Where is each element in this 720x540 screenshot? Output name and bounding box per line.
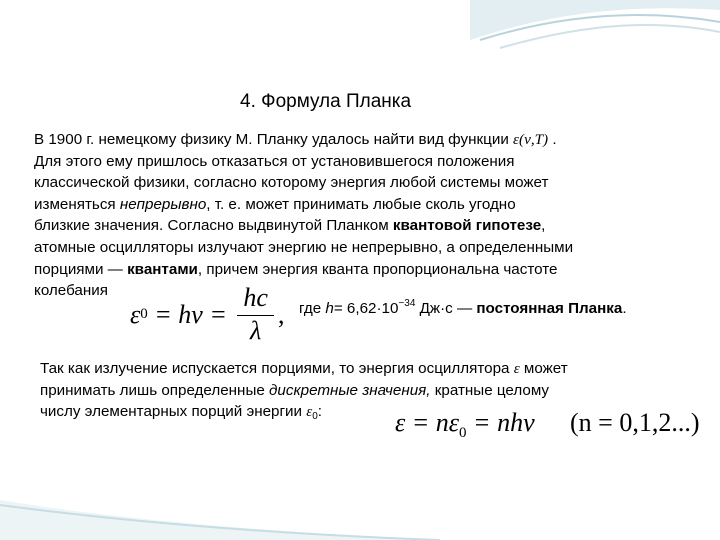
p1-line-6: атомные осцилляторы излучают энергию не непрерывно, а определенными	[34, 238, 574, 256]
quantum-hypothesis: квантовой гипотезе	[392, 217, 542, 235]
quantization-formula	[395, 408, 535, 442]
p1-text: близкие значения. Согласно выдвинутой Планком	[34, 217, 393, 235]
p1-line-1	[34, 129, 706, 151]
top-swoosh-fill	[470, 0, 720, 40]
epsilon-symbol: ε	[130, 299, 141, 329]
quantization-condition: (n = 0,1,2...)	[570, 408, 700, 437]
formula-comma: ,	[277, 299, 285, 329]
note-period: .	[622, 300, 627, 317]
p2-text: принимать лишь определенные	[40, 381, 270, 399]
p1-text: изменяться	[34, 195, 120, 213]
subscript-zero: 0	[312, 411, 318, 423]
top-swoosh-line-2	[500, 25, 720, 48]
p1-text: , причем энергия кванта пропорциональна частоте	[197, 260, 558, 278]
p1-line-3: классической физики, согласно которому энергия любой системы может	[34, 174, 549, 192]
paragraph-1	[34, 129, 706, 302]
p2-line-2	[40, 380, 700, 402]
p1-text: .	[548, 131, 557, 148]
fraction-numerator: hc	[237, 283, 274, 316]
note-text: где	[299, 300, 326, 317]
formula2-right: = nhν	[466, 408, 535, 437]
subscript-zero: 0	[140, 306, 148, 322]
note-h: h	[325, 300, 334, 317]
fraction	[237, 283, 274, 346]
p2-text: числу элементарных порций энергии	[40, 403, 307, 421]
subscript-zero: 0	[459, 425, 467, 441]
p1-line-7	[34, 259, 706, 281]
p1-text: ,	[541, 217, 546, 235]
discrete-values: дискретные значения,	[269, 381, 431, 399]
p2-text: Так как излучение испускается порциями, то энергия осциллятора	[40, 360, 514, 377]
planck-function: ε(ν,T)	[513, 131, 549, 148]
note-exponent: −34	[398, 298, 416, 309]
p1-italic: непрерывно	[119, 195, 207, 213]
note-value: = 6,62·10	[333, 300, 399, 317]
p2-text: :	[317, 403, 323, 421]
slide-title: 4. Формула Планка	[240, 91, 412, 112]
p1-line-8: колебания	[34, 282, 108, 300]
p1-line-4	[34, 194, 706, 216]
planck-constant-note	[299, 298, 627, 317]
p1-line-5	[34, 215, 706, 237]
p1-line-2: Для этого ему пришлось отказаться от установившегося положения	[34, 152, 515, 170]
note-units: Дж·с —	[415, 300, 477, 317]
p1-text: В 1900 г. немецкому физику М. Планку удалось найти вид функции	[34, 131, 514, 148]
formula-middle: = hν =	[147, 299, 234, 329]
p1-text: , т. е. может принимать любые сколь угодно	[206, 195, 516, 213]
p2-text: кратные целому	[430, 381, 550, 399]
epsilon-inline: ε	[306, 403, 313, 421]
epsilon-inline: ε	[513, 360, 520, 377]
fraction-denominator: λ	[250, 316, 262, 345]
planck-constant-term: постоянная Планка	[476, 300, 623, 317]
formula2-left: ε = nε	[395, 408, 460, 437]
p2-text: может	[519, 360, 568, 377]
bottom-swoosh-fill	[0, 500, 420, 540]
p1-text: порциями —	[34, 260, 128, 278]
planck-formula	[130, 283, 284, 346]
quanta-term: квантами	[127, 260, 198, 278]
p2-line-1	[40, 358, 700, 380]
